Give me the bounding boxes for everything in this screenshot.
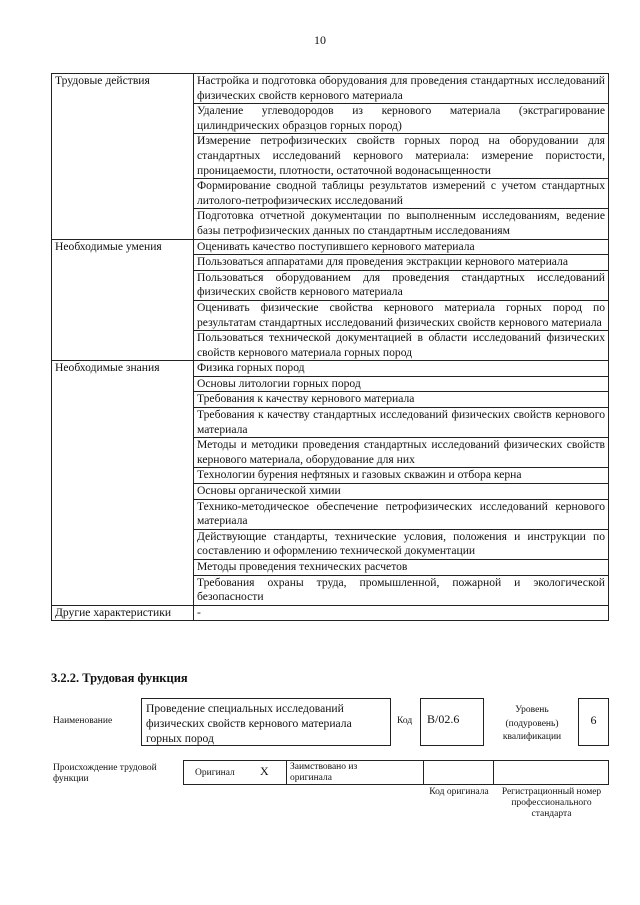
row-item: Формирование сводной таблицы результатов измерений с учетом стандартных литолого-петрофизических исследований [194,179,609,209]
table-row [52,361,609,377]
row-item: Оценивать физические свойства кернового материала горных пород по результатам стандартных исследований физических свойств кернового материала [194,300,609,330]
row-item: Физика горных пород [194,361,609,377]
code-value: В/02.6 [427,712,460,726]
labor-function-table [51,73,609,621]
level-value: 6 [590,713,597,727]
row-item: Основы литологии горных пород [194,376,609,392]
level-box [578,698,609,746]
row-category: Необходимые знания [52,361,194,606]
row-item: Требования к качеству кернового материала [194,392,609,408]
reg-caption: Регистрационный номер профессионального стандарта [501,787,602,819]
function-name-value: Проведение специальных исследований физических свойств кернового материала горных пород [146,702,352,745]
row-item: Оценивать качество поступившего кернового материала [194,239,609,255]
row-item: Требования охраны труда, промышленной, пожарной и экологической безопасности [194,575,609,605]
row-item: Требования к качеству стандартных исследований физических свойств кернового материала [194,408,609,438]
row-item: Основы органической химии [194,484,609,500]
row-item: - [194,605,609,621]
origin-strip [183,760,609,785]
borrowed-cell [286,761,424,784]
code-caption: Код оригинала [429,787,489,797]
row-item: Действующие стандарты, технические условия, положения и инструкции по составлению и оформлению технической документации [194,529,609,559]
name-label: Наименование [53,716,113,726]
row-item: Удаление углеводородов из кернового материала (экстрагирование цилиндрических образцов горных пород) [194,104,609,134]
row-item: Пользоваться технической документацией в области исследований физических свойств кернового материала горных пород [194,331,609,361]
origin-code-cell [423,761,494,784]
table-row [52,74,609,104]
row-item: Технологии бурения нефтяных и газовых скважин и отбора керна [194,468,609,484]
original-cell [184,761,287,784]
row-category: Необходимые умения [52,239,194,361]
row-category: Трудовые действия [52,74,194,240]
row-category: Другие характеристики [52,605,194,621]
row-item: Измерение петрофизических свойств горных пород на оборудовании для стандартных исследований кернового материала: измерение пористости, проницаемости, плотности, остаточной водонасыщенности [194,134,609,179]
reg-number-cell [493,761,608,784]
row-item: Методы проведения технических расчетов [194,560,609,576]
code-label: Код [397,716,413,726]
borrowed-label: Заимствовано из оригинала [290,762,358,783]
table-row [52,605,609,621]
original-mark: X [260,764,269,778]
row-item: Методы и методики проведения стандартных исследований физических свойств кернового материала, оборудование для них [194,438,609,468]
row-item: Пользоваться оборудованием для проведения стандартных исследований физических свойств кернового материала [194,270,609,300]
section-title: 3.2.2. Трудовая функция [51,671,188,685]
code-box [420,698,484,746]
function-name-box [141,698,391,746]
level-label: Уровень (подуровень) квалификации [502,705,562,742]
original-label: Оригинал [195,768,235,778]
table-row [52,239,609,255]
origin-label: Происхождение трудовой функции [53,763,157,784]
row-item: Технико-методическое обеспечение петрофизических исследований кернового материала [194,499,609,529]
row-item: Пользоваться аппаратами для проведения экстракции кернового материала [194,255,609,271]
row-item: Настройка и подготовка оборудования для проведения стандартных исследований физических свойств кернового материала [194,74,609,104]
page-number: 10 [314,33,326,47]
row-item: Подготовка отчетной документации по выполненным исследованиям, ведение базы петрофизических данных по стандартным исследованиям [194,209,609,239]
